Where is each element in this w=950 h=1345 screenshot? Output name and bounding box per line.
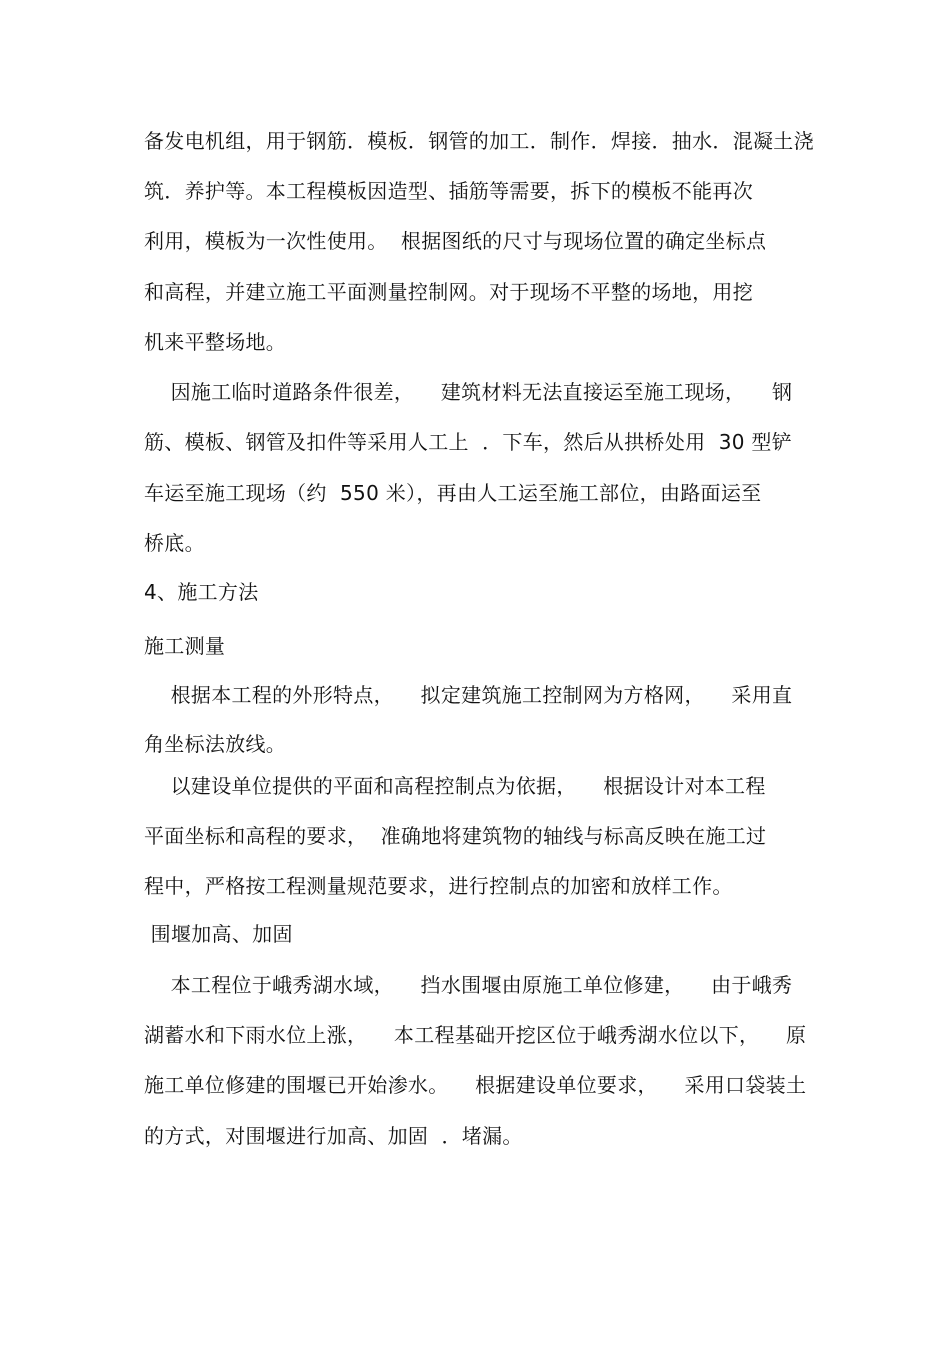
- text-line: 车运至施工现场（约 550 米），再由人工运至施工部位，由路面运至: [144, 481, 762, 505]
- subsection-heading: 围堰加高、加固: [144, 922, 293, 946]
- text-line: 角坐标法放线。: [144, 732, 287, 756]
- text-line: 机来平整场地。: [144, 330, 287, 354]
- paragraph-start-line: 本工程位于峨秀湖水域， 挡水围堰由原施工单位修建， 由于峨秀: [144, 973, 793, 997]
- text-line: 利用，模板为一次性使用。 根据图纸的尺寸与现场位置的确定坐标点: [144, 229, 767, 253]
- section-heading: 4、施工方法: [144, 580, 259, 604]
- paragraph-start-line: 根据本工程的外形特点， 拟定建筑施工控制网为方格网， 采用直: [144, 683, 793, 707]
- text-line: 桥底。: [144, 531, 205, 555]
- paragraph-start-line: 以建设单位提供的平面和高程控制点为依据， 根据设计对本工程: [144, 774, 766, 798]
- text-line: 的方式，对围堰进行加高、加固 ．堵漏。: [144, 1124, 523, 1148]
- text-line: 备发电机组，用于钢筋．模板．钢管的加工．制作．焊接．抽水．混凝土浇: [144, 129, 814, 153]
- text-line: 施工单位修建的围堰已开始渗水。 根据建设单位要求， 采用口袋装土: [144, 1073, 807, 1097]
- paragraph-start-line: 因施工临时道路条件很差， 建筑材料无法直接运至施工现场， 钢: [144, 380, 793, 404]
- text-line: 程中，严格按工程测量规范要求，进行控制点的加密和放样工作。: [144, 874, 733, 898]
- text-line: 湖蓄水和下雨水位上涨， 本工程基础开挖区位于峨秀湖水位以下， 原: [144, 1023, 807, 1047]
- text-line: 和高程，并建立施工平面测量控制网。对于现场不平整的场地，用挖: [144, 280, 753, 304]
- text-line: 筋、模板、钢管及扣件等采用人工上 ．下车，然后从拱桥处用 30 型铲: [144, 430, 793, 454]
- subsection-heading: 施工测量: [144, 634, 226, 658]
- text-line: 筑．养护等。本工程模板因造型、插筋等需要，拆下的模板不能再次: [144, 179, 753, 203]
- text-line: 平面坐标和高程的要求， 准确地将建筑物的轴线与标高反映在施工过: [144, 824, 767, 848]
